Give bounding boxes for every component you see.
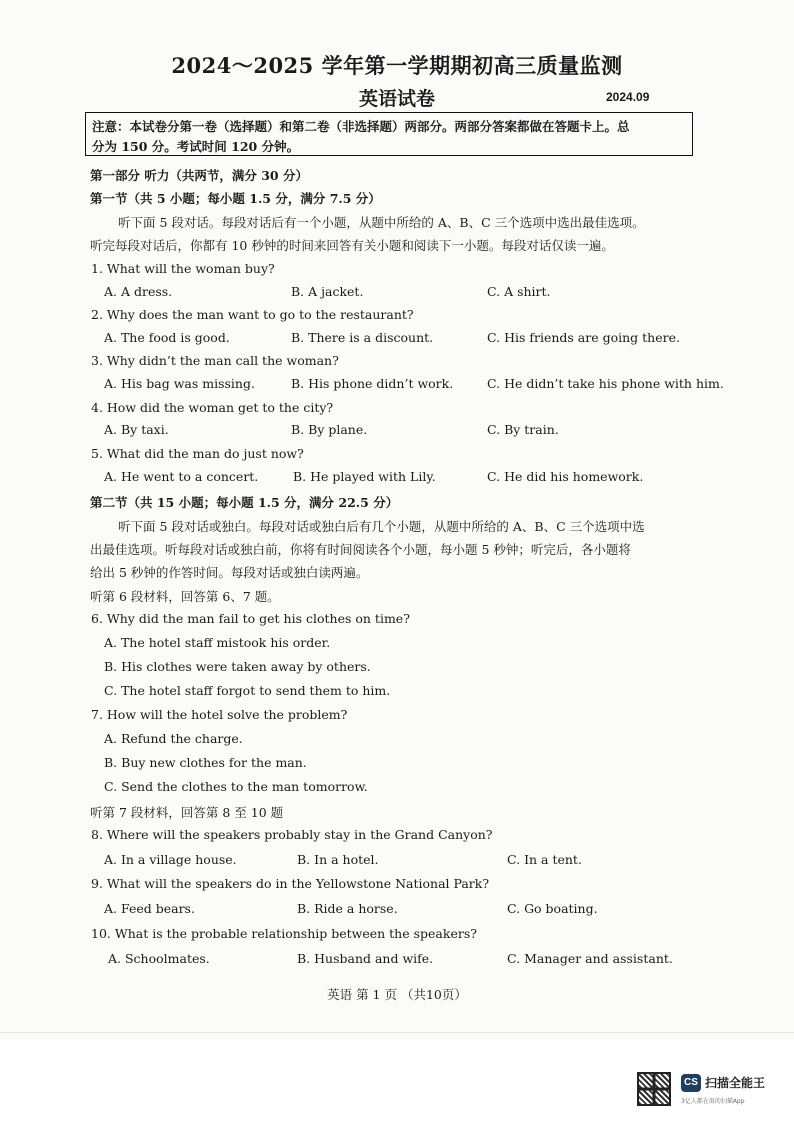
option-b: B. Buy new clothes for the man. [104, 755, 307, 770]
option-c: C. Manager and assistant. [507, 951, 673, 966]
option-a: A. He went to a concert. [104, 469, 259, 484]
option-b: B. He played with Lily. [293, 469, 436, 484]
question-10: 10. What is the probable relationship between the speakers? [91, 926, 477, 941]
question-1: 1. What will the woman buy? [91, 261, 275, 276]
option-c: C. Go boating. [507, 901, 598, 916]
option-b: B. There is a discount. [291, 330, 434, 345]
qr-code-icon [637, 1072, 671, 1106]
question-8: 8. Where will the speakers probably stay in the Grand Canyon? [91, 827, 493, 842]
text-6-label: 听第 6 段材料，回答第 6、7 题。 [90, 589, 280, 604]
option-b: B. Husband and wife. [297, 951, 434, 966]
notice-line-2: 分为 150 分。考试时间 120 分钟。 [92, 139, 300, 154]
option-b: B. In a hotel. [297, 852, 379, 867]
camscanner-logo: CS [681, 1074, 701, 1092]
option-a: A. His bag was missing. [104, 376, 255, 391]
option-a: A. The hotel staff mistook his order. [104, 635, 331, 650]
option-a: A. By taxi. [104, 422, 169, 437]
option-c: C. A shirt. [487, 284, 551, 299]
option-c: C. He didn’t take his phone with him. [487, 376, 724, 391]
option-b: B. His clothes were taken away by others. [104, 659, 371, 674]
part1-heading: 第一部分 听力（共两节，满分 30 分） [90, 168, 308, 183]
exam-subtitle: 英语试卷 [358, 88, 435, 110]
question-5: 5. What did the man do just now? [91, 446, 304, 461]
page-footer: 英语 第 1 页 （共10页） [327, 987, 467, 1002]
exam-title: 2024～2025 学年第一学期期初高三质量监测 [171, 53, 623, 78]
section1-instruction: 听完每段对话后，你都有 10 秒钟的时间来回答有关小题和阅读下一小题。每段对话仅读一遍。 [90, 238, 614, 253]
option-a: A. Feed bears. [104, 901, 195, 916]
option-a: A. A dress. [104, 284, 173, 299]
option-c: C. His friends are going there. [487, 330, 680, 345]
section2-instruction: 出最佳选项。听每段对话或独白前，你将有时间阅读各个小题，每小题 5 秒钟；听完后，各小题将 [90, 542, 631, 557]
option-b: B. A jacket. [291, 284, 364, 299]
option-a: A. The food is good. [104, 330, 230, 345]
section2-instruction: 听下面 5 段对话或独白。每段对话或独白后有几个小题，从题中所给的 A、B、C 三个选项中选 [118, 519, 645, 534]
option-c: C. He did his homework. [487, 469, 644, 484]
option-c: C. Send the clothes to the man tomorrow. [104, 779, 368, 794]
notice-line-1: 注意：本试卷分第一卷（选择题）和第二卷（非选择题）两部分。两部分答案都做在答题卡上。总 [92, 119, 630, 134]
camscanner-tagline: 3亿人都在用的扫描App [681, 1098, 745, 1105]
option-c: C. The hotel staff forgot to send them to him. [104, 683, 391, 698]
question-7: 7. How will the hotel solve the problem? [91, 707, 348, 722]
section1-instruction: 听下面 5 段对话。每段对话后有一个小题，从题中所给的 A、B、C 三个选项中选出最佳选项。 [118, 215, 645, 230]
section1-heading: 第一节（共 5 小题；每小题 1.5 分，满分 7.5 分） [90, 191, 381, 206]
page-divider [0, 1032, 794, 1033]
question-4: 4. How did the woman get to the city? [91, 400, 334, 415]
question-3: 3. Why didn’t the man call the woman? [91, 353, 339, 368]
option-b: B. His phone didn’t work. [291, 376, 454, 391]
camscanner-name: 扫描全能王 [705, 1076, 766, 1090]
option-b: B. By plane. [291, 422, 368, 437]
exam-date: 2024.09 [606, 90, 650, 104]
text-7-label: 听第 7 段材料，回答第 8 至 10 题 [90, 805, 284, 820]
question-2: 2. Why does the man want to go to the restaurant? [91, 307, 414, 322]
section2-instruction: 给出 5 秒钟的作答时间。每段对话或独白读两遍。 [90, 565, 369, 580]
option-a: A. Schoolmates. [108, 951, 210, 966]
option-a: A. In a village house. [104, 852, 237, 867]
option-c: C. In a tent. [507, 852, 582, 867]
option-a: A. Refund the charge. [104, 731, 243, 746]
option-b: B. Ride a horse. [297, 901, 398, 916]
question-9: 9. What will the speakers do in the Yellowstone National Park? [91, 876, 490, 891]
option-c: C. By train. [487, 422, 559, 437]
section2-heading: 第二节（共 15 小题；每小题 1.5 分，满分 22.5 分） [90, 495, 399, 510]
question-6: 6. Why did the man fail to get his clothes on time? [91, 611, 410, 626]
notice-box [85, 112, 693, 156]
